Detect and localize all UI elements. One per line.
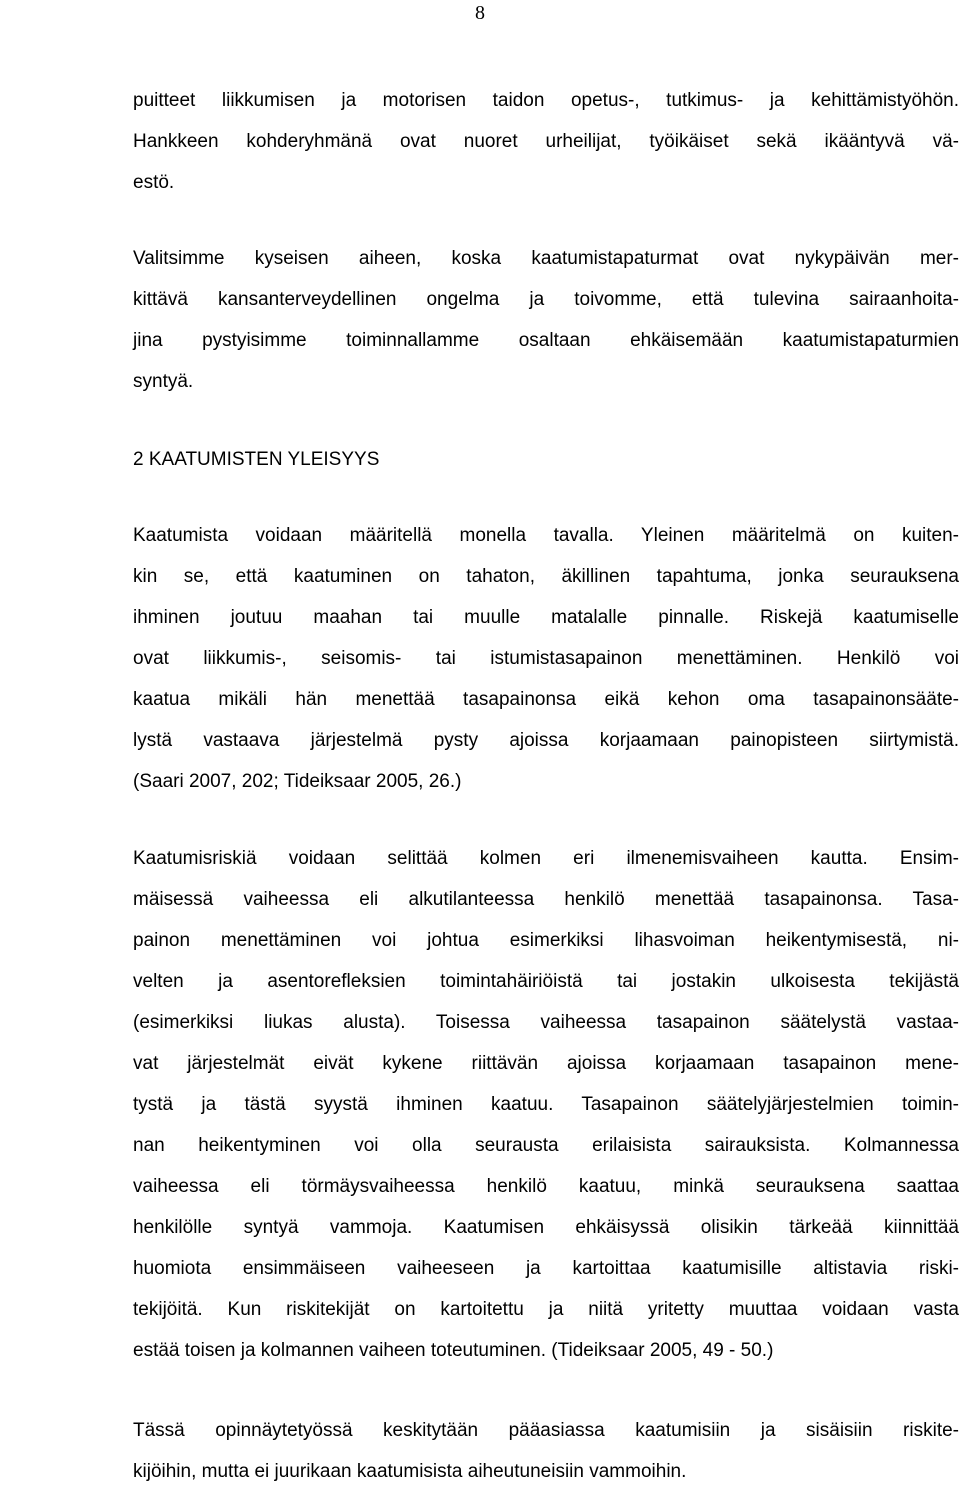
text-line: Tässä opinnäytetyössä keskitytään pääasiassa kaatumisiin ja sisäisiin riskite-: [133, 1420, 959, 1441]
text-line: puitteet liikkumisen ja motorisen taidon opetus-, tutkimus- ja kehittämistyöhön.: [133, 90, 959, 111]
text-line: syntyä.: [133, 371, 194, 392]
text-line: mäisessä vaiheessa eli alkutilanteessa henkilö menettää tasapainonsa. Tasa-: [133, 889, 959, 910]
text-line: Hankkeen kohderyhmänä ovat nuoret urheilijat, työikäiset sekä ikääntyvä vä-: [133, 131, 959, 152]
text-line: painon menettäminen voi johtua esimerkiksi lihasvoiman heikentymisestä, ni-: [133, 930, 959, 951]
text-line: jina pystyisimme toiminnallamme osaltaan ehkäisemään kaatumistapaturmien: [133, 330, 959, 351]
text-line: Kaatumista voidaan määritellä monella tavalla. Yleinen määritelmä on kuiten-: [133, 525, 959, 546]
section-heading: 2 KAATUMISTEN YLEISYYS: [133, 449, 380, 470]
text-line: ovat liikkumis-, seisomis- tai istumistasapainon menettäminen. Henkilö voi: [133, 648, 959, 669]
text-line: Valitsimme kyseisen aiheen, koska kaatumistapaturmat ovat nykypäivän mer-: [133, 248, 959, 269]
paragraph-5: [133, 1410, 959, 1492]
text-line: lystä vastaava järjestelmä pysty ajoissa korjaamaan painopisteen siirtymistä.: [133, 730, 959, 751]
text-line: vaiheessa eli törmäysvaiheessa henkilö kaatuu, minkä seurauksena saattaa: [133, 1176, 959, 1197]
paragraph-1: [133, 80, 959, 203]
page-number: 8: [475, 2, 485, 24]
text-line: velten ja asentorefleksien toimintahäiriöistä tai jostakin ulkoisesta tekijästä: [133, 971, 959, 992]
paragraph-3: [133, 515, 959, 802]
text-line: (Saari 2007, 202; Tideiksaar 2005, 26.): [133, 771, 462, 792]
text-line: estää toisen ja kolmannen vaiheen toteutuminen. (Tideiksaar 2005, 49 - 50.): [133, 1340, 774, 1361]
text-line: nan heikentyminen voi olla seurausta erilaisista sairauksista. Kolmannessa: [133, 1135, 959, 1156]
text-line: kijöihin, mutta ei juurikaan kaatumisista aiheutuneisiin vammoihin.: [133, 1461, 687, 1482]
text-line: (esimerkiksi liukas alusta). Toisessa vaiheessa tasapainon säätelystä vastaa-: [133, 1012, 959, 1033]
text-line: ihminen joutuu maahan tai muulle matalalle pinnalle. Riskejä kaatumiselle: [133, 607, 959, 628]
text-line: estö.: [133, 172, 175, 193]
text-line: huomiota ensimmäiseen vaiheeseen ja kartoittaa kaatumisille altistavia riski-: [133, 1258, 959, 1279]
text-line: tystä ja tästä syystä ihminen kaatuu. Tasapainon säätelyjärjestelmien toimin-: [133, 1094, 959, 1115]
text-line: henkilölle syntyä vammoja. Kaatumisen ehkäisyssä olisikin tärkeää kiinnittää: [133, 1217, 959, 1238]
paragraph-2: [133, 238, 959, 402]
text-line: vat järjestelmät eivät kykene riittävän ajoissa korjaamaan tasapainon mene-: [133, 1053, 959, 1074]
text-line: kin se, että kaatuminen on tahaton, äkillinen tapahtuma, jonka seurauksena: [133, 566, 959, 587]
text-line: kittävä kansanterveydellinen ongelma ja toivomme, että tulevina sairaanhoita-: [133, 289, 959, 310]
text-line: Kaatumisriskiä voidaan selittää kolmen eri ilmenemisvaiheen kautta. Ensim-: [133, 848, 959, 869]
text-line: tekijöitä. Kun riskitekijät on kartoitettu ja niitä yritetty muuttaa voidaan vasta: [133, 1299, 959, 1320]
paragraph-4: [133, 838, 959, 1371]
text-line: kaatua mikäli hän menettää tasapainonsa eikä kehon oma tasapainonsääte-: [133, 689, 959, 710]
